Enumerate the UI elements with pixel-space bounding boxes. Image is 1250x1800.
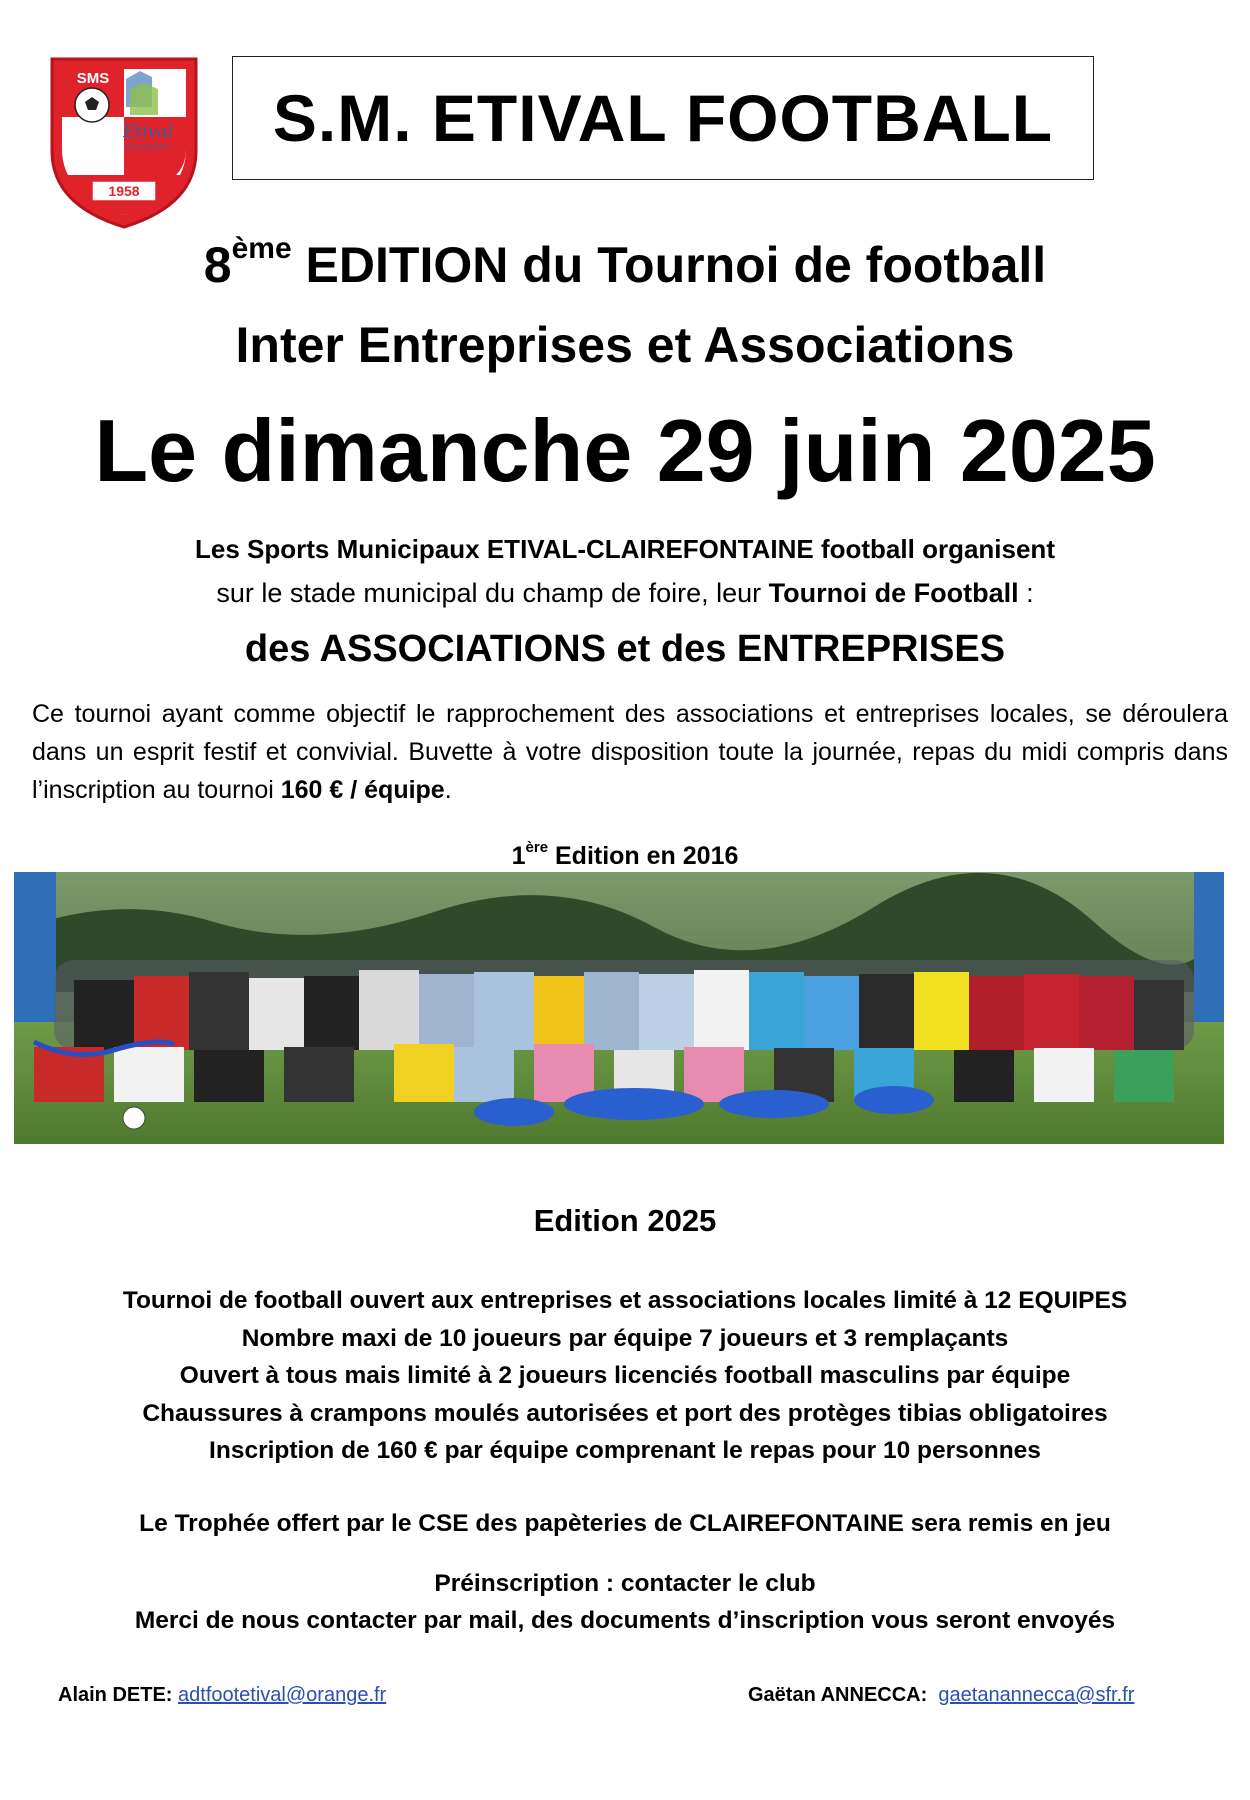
pompom [719,1090,829,1118]
edition-number: 8 [203,237,232,293]
description-text: Ce tournoi ayant comme objectif le rapprochement des associations et entreprises locales, se déroulera dans un esprit festif et convivial. Buvette à votre disposition toute la journée, repas du midi compris dans l’inscription au tournoi [32,700,1228,804]
first-edition-sup: ère [525,839,549,856]
pompom [564,1088,704,1120]
contact-label: Alain DETE: [58,1684,179,1706]
rule-item: Chaussures à crampons moulés autorisées et port des protèges tibias obligatoires [142,1399,1108,1427]
rule-item: Ouvert à tous mais limité à 2 joueurs licenciés football masculins par équipe [179,1362,1071,1389]
preinscription: Préinscription : contacter le club [434,1570,816,1597]
football-icon [123,1107,145,1129]
edition-sup: ème [231,232,292,265]
description-paragraph [32,695,1228,809]
edition-heading [0,232,1250,294]
event-date: Le dimanche 29 juin 2025 [94,401,1156,500]
intro-line-1: Les Sports Municipaux ETIVAL-CLAIREFONTAINE football organisent [195,534,1055,564]
logo-year: 1958 [108,183,140,199]
description-price: 160 € / équipe [280,776,445,804]
title-box [232,56,1094,180]
banner-left [14,872,56,1022]
trophy-note: Le Trophée offert par le CSE des papèteries de CLAIREFONTAINE sera remis en jeu [139,1510,1111,1537]
email-link-gaetan[interactable]: gaetanannecca@sfr.fr [938,1684,1135,1706]
description-end: . [444,776,452,804]
logo-initials: SMS [76,70,110,87]
participants-heading: des ASSOCIATIONS et des ENTREPRISES [244,628,1006,670]
pompom [474,1098,554,1126]
contact-note: Merci de nous contacter par mail, des documents d’inscription vous seront envoyés [134,1607,1116,1634]
rules-list [0,1282,1250,1470]
intro-line-2c: : [1018,578,1034,608]
rule-item: Inscription de 160 € par équipe comprenant le repas pour 10 personnes [209,1437,1041,1464]
email-link-alain[interactable]: adtfootetival@orange.fr [178,1684,387,1706]
group-photo [14,872,1224,1144]
contact-gaetan [748,1684,1134,1707]
first-edition-number: 1 [511,842,526,870]
first-edition-rest: Edition en 2016 [548,842,739,870]
rule-item: Tournoi de football ouvert aux entreprises et associations locales limité à 12 EQUIPES [122,1287,1128,1314]
intro-line-2 [0,578,1250,609]
intro-tournament: Tournoi de Football [768,578,1019,608]
contact-alain [58,1684,386,1707]
logo-town: Etival [123,122,173,142]
banner-right [1194,872,1224,1022]
club-logo [48,55,200,231]
contact-label: Gaëtan ANNECCA: [748,1684,939,1706]
pompom [854,1086,934,1114]
page-title: S.M. ETIVAL FOOTBALL [272,81,1054,155]
rule-item: Nombre maxi de 10 joueurs par équipe 7 joueurs et 3 remplaçants [241,1324,1009,1352]
intro-line-2a: sur le stade municipal du champ de foire, leur [216,578,769,608]
first-edition-caption [0,839,1250,871]
edition-2025-title: Edition 2025 [533,1203,717,1238]
event-subtitle: Inter Entreprises et Associations [235,317,1015,373]
edition-rest: EDITION du Tournoi de football [305,237,1047,293]
logo-town-sub: Clairefontaine [126,144,170,151]
